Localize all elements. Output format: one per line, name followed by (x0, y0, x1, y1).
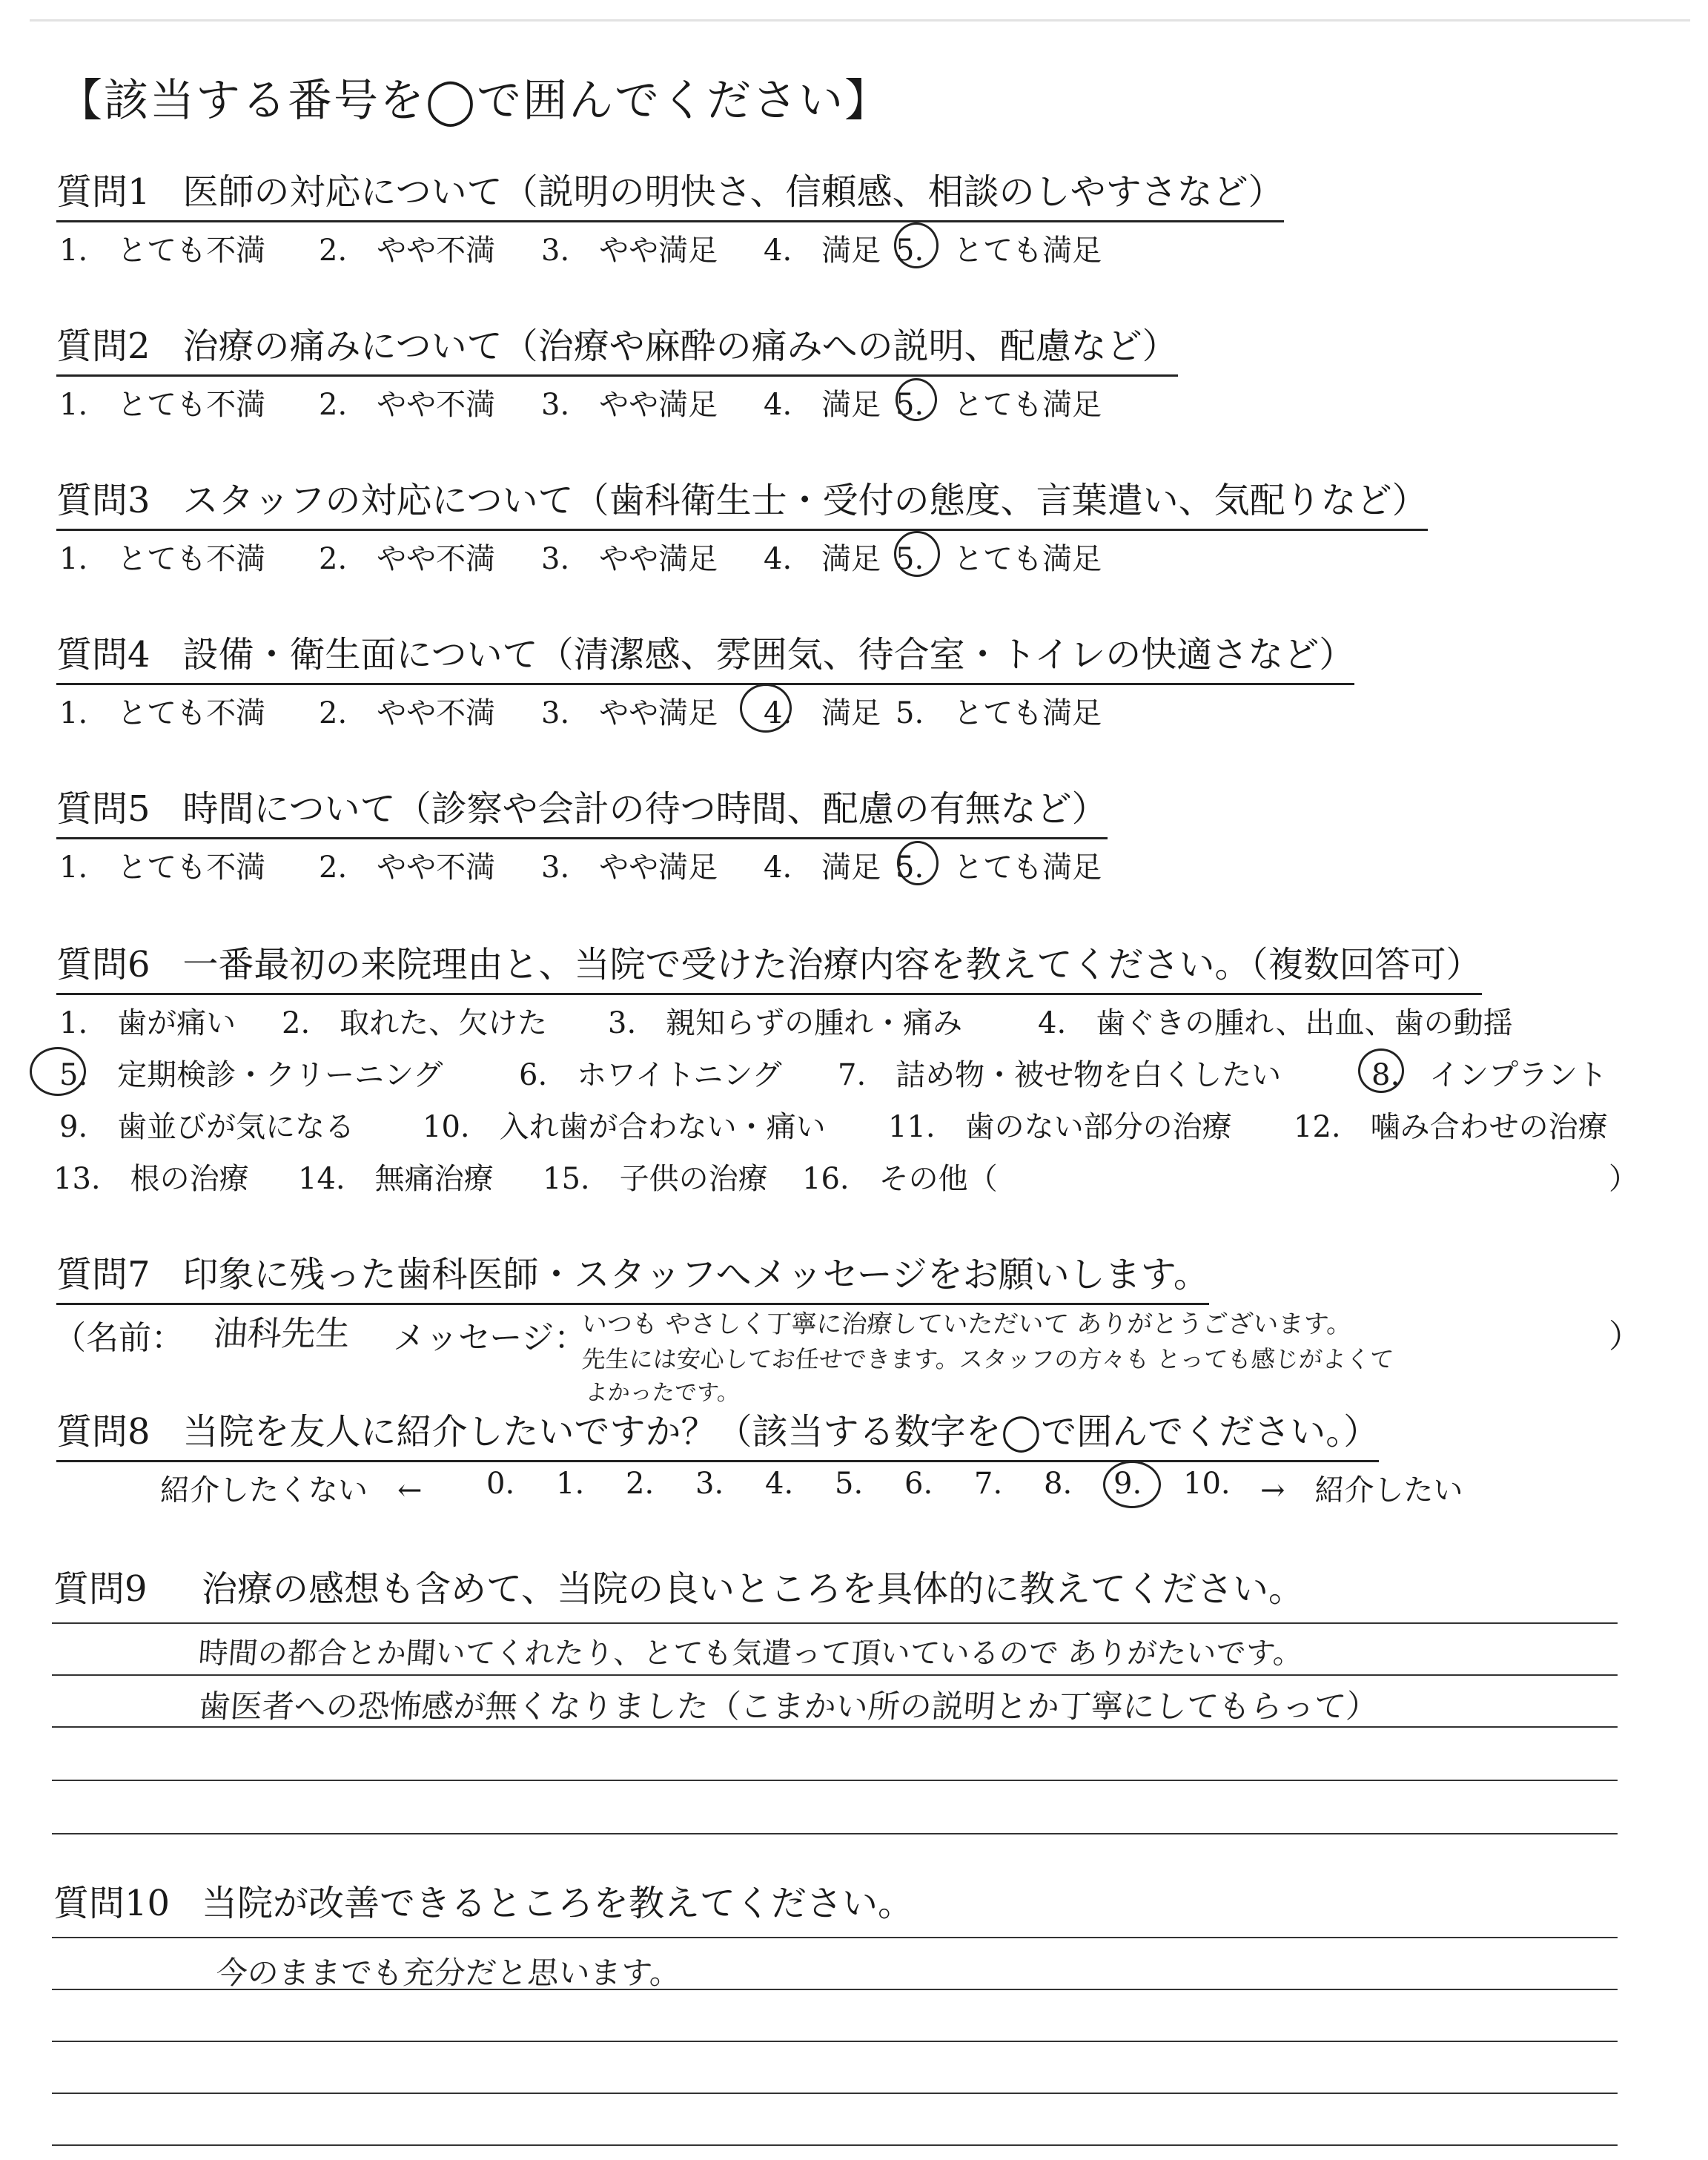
referral-option-6[interactable]: 6. (904, 1467, 933, 1501)
option-4[interactable]: 4. 満足 (764, 234, 881, 268)
reason-option-13[interactable]: 13. 根の治療 (53, 1162, 249, 1196)
option-5[interactable]: 5. とても満足 (896, 234, 1102, 268)
question-9-number: 質問9 (53, 1568, 148, 1610)
question-7-message-label: メッセージ： (393, 1319, 587, 1357)
reason-option-15[interactable]: 15. 子供の治療 (543, 1162, 768, 1196)
question-3-number: 質問3 (56, 480, 150, 521)
question-9-text: 治療の感想も含めて、当院の良いところを具体的に教えてください。 (202, 1568, 1305, 1610)
referral-option-9[interactable]: 9. (1113, 1467, 1142, 1501)
reason-option-9[interactable]: 9. 歯並びが気になる (59, 1110, 355, 1144)
question-4 (56, 626, 1354, 685)
referral-option-2[interactable]: 2. (626, 1467, 655, 1501)
option-3[interactable]: 3. やや満足 (541, 696, 718, 730)
answer-circle-q4 (740, 684, 792, 733)
option-1[interactable]: 1. とても不満 (59, 542, 266, 576)
reason-option-3[interactable]: 3. 親知らずの腫れ・痛み (608, 1006, 963, 1040)
reason-option-14[interactable]: 14. 無痛治療 (298, 1162, 494, 1196)
answer-line (52, 1780, 1618, 1781)
other-close-paren: ） (1609, 1162, 1638, 1196)
option-4[interactable]: 4. 満足 (764, 696, 881, 730)
option-2[interactable]: 2. やや不満 (319, 542, 496, 576)
question-8-title (56, 1403, 1379, 1462)
handwritten-name: 油科先生 (211, 1313, 351, 1353)
question-4-text: 設備・衛生面について（清潔感、雰囲気、待合室・トイレの快適さなど） (182, 634, 1355, 676)
referral-left-label: 紹介したくない ← (160, 1473, 423, 1507)
handwritten-answer-q9-line-1: 時間の都合とか聞いてくれたり、とても気遣って頂いているので ありがたいです。 (197, 1636, 1304, 1671)
handwritten-message-line-2: 先生には安心してお任せできます。スタッフの方々も とっても感じがよくて (580, 1345, 1395, 1373)
option-3[interactable]: 3. やや満足 (541, 542, 718, 576)
question-1 (56, 163, 1284, 222)
question-10-number: 質問10 (53, 1883, 171, 1924)
option-1[interactable]: 1. とても不満 (59, 234, 266, 268)
question-1-text: 医師の対応について（説明の明快さ、信頼感、相談のしやすさなど） (182, 171, 1284, 213)
question-7-number: 質問7 (56, 1254, 150, 1295)
question-5-text: 時間について（診察や会計の待つ時間、配慮の有無など） (182, 788, 1108, 830)
referral-option-8[interactable]: 8. (1044, 1467, 1073, 1501)
answer-line (52, 2144, 1618, 2146)
question-6-title (56, 936, 1482, 995)
handwritten-answer-q10: 今のままでも充分だと思います。 (215, 1955, 683, 1991)
reason-option-11[interactable]: 11. 歯のない部分の治療 (888, 1110, 1232, 1144)
answer-line (52, 1622, 1618, 1624)
option-5[interactable]: 5. とても満足 (896, 388, 1102, 422)
reason-option-8[interactable]: 8. インプラント (1371, 1058, 1608, 1092)
option-1[interactable]: 1. とても不満 (59, 851, 266, 885)
question-5 (56, 780, 1108, 839)
question-10-text: 当院が改善できるところを教えてください。 (202, 1883, 914, 1924)
option-2[interactable]: 2. やや不満 (319, 234, 496, 268)
question-2 (56, 317, 1178, 377)
question-8 (56, 1403, 1379, 1462)
reason-option-5[interactable]: 5. 定期検診・クリーニング (59, 1058, 443, 1092)
reason-option-16[interactable]: 16. その他（ (802, 1162, 998, 1196)
question-7-text: 印象に残った歯科医師・スタッフへメッセージをお願いします。 (182, 1254, 1209, 1295)
top-divider (30, 19, 1690, 22)
reason-option-6[interactable]: 6. ホワイトニング (519, 1058, 782, 1092)
question-6-number: 質問6 (56, 944, 150, 985)
question-8-text: 当院を友人に紹介したいですか？（該当する数字を◯で囲んでください。） (182, 1411, 1380, 1453)
option-5[interactable]: 5. とても満足 (896, 851, 1102, 885)
reason-option-10[interactable]: 10. 入れ歯が合わない・痛い (423, 1110, 826, 1144)
option-2[interactable]: 2. やや不満 (319, 851, 496, 885)
question-7-name-label: （名前： (53, 1319, 184, 1357)
referral-option-4[interactable]: 4. (765, 1467, 794, 1501)
question-2-number: 質問2 (56, 326, 150, 367)
question-2-text: 治療の痛みについて（治療や麻酔の痛みへの説明、配慮など） (182, 326, 1178, 367)
reason-option-1[interactable]: 1. 歯が痛い (59, 1006, 236, 1040)
option-1[interactable]: 1. とても不満 (59, 388, 266, 422)
option-2[interactable]: 2. やや不満 (319, 696, 496, 730)
reason-option-7[interactable]: 7. 詰め物・被せ物を白くしたい (838, 1058, 1282, 1092)
survey-heading: 【該当する番号を◯で囲んでください】 (58, 75, 891, 127)
option-5[interactable]: 5. とても満足 (896, 696, 1102, 730)
referral-option-10[interactable]: 10. (1183, 1467, 1231, 1501)
question-5-title (56, 780, 1108, 839)
referral-option-1[interactable]: 1. (556, 1467, 585, 1501)
option-5[interactable]: 5. とても満足 (896, 542, 1102, 576)
referral-right-label: → 紹介したい (1260, 1473, 1463, 1507)
referral-option-3[interactable]: 3. (695, 1467, 724, 1501)
question-8-number: 質問8 (56, 1411, 150, 1453)
option-1[interactable]: 1. とても不満 (59, 696, 266, 730)
option-4[interactable]: 4. 満足 (764, 542, 881, 576)
option-3[interactable]: 3. やや満足 (541, 851, 718, 885)
reason-option-12[interactable]: 12. 噛み合わせの治療 (1294, 1110, 1608, 1144)
handwritten-message-line-3: よかったです。 (584, 1380, 741, 1406)
question-4-title (56, 626, 1354, 685)
answer-line (52, 1833, 1618, 1834)
reason-option-4[interactable]: 4. 歯ぐきの腫れ、出血、歯の動揺 (1038, 1006, 1513, 1040)
option-4[interactable]: 4. 満足 (764, 851, 881, 885)
referral-option-5[interactable]: 5. (835, 1467, 864, 1501)
question-5-number: 質問5 (56, 788, 150, 830)
option-3[interactable]: 3. やや満足 (541, 234, 718, 268)
question-6-text: 一番最初の来院理由と、当院で受けた治療内容を教えてください。（複数回答可） (182, 944, 1482, 985)
referral-option-0[interactable]: 0. (486, 1467, 515, 1501)
question-4-number: 質問4 (56, 634, 150, 676)
option-2[interactable]: 2. やや不満 (319, 388, 496, 422)
answer-circle-q6-8 (1358, 1048, 1404, 1093)
question-3-title (56, 472, 1428, 531)
question-1-title (56, 163, 1284, 222)
question-3-text: スタッフの対応について（歯科衛生士・受付の態度、言葉遣い、気配りなど） (182, 480, 1428, 521)
option-4[interactable]: 4. 満足 (764, 388, 881, 422)
question-1-number: 質問1 (56, 171, 150, 213)
option-3[interactable]: 3. やや満足 (541, 388, 718, 422)
answer-line (52, 1937, 1618, 1938)
answer-circle-q6-5 (30, 1047, 86, 1096)
question-6 (56, 936, 1482, 995)
question-2-title (56, 317, 1178, 377)
question-7-title (56, 1246, 1209, 1305)
handwritten-answer-q9-line-2: 歯医者への恐怖感が無くなりました（こまかい所の説明とか丁寧にしてもらって） (197, 1688, 1380, 1725)
answer-circle-q1 (894, 222, 939, 268)
question-7 (56, 1246, 1209, 1305)
answer-line (52, 1674, 1618, 1676)
handwritten-message-line-1: いつも やさしく丁寧に治療していただいて ありがとうございます。 (580, 1309, 1354, 1339)
referral-option-7[interactable]: 7. (974, 1467, 1003, 1501)
answer-circle-q5 (897, 841, 939, 885)
answer-line (52, 2041, 1618, 2042)
answer-line (52, 2093, 1618, 2094)
reason-option-2[interactable]: 2. 取れた、欠けた (282, 1006, 548, 1040)
question-3 (56, 472, 1428, 531)
message-close-paren: ） (1609, 1318, 1641, 1355)
answer-circle-q8 (1103, 1461, 1161, 1508)
answer-circle-q2 (896, 378, 937, 421)
answer-circle-q3 (894, 531, 940, 577)
